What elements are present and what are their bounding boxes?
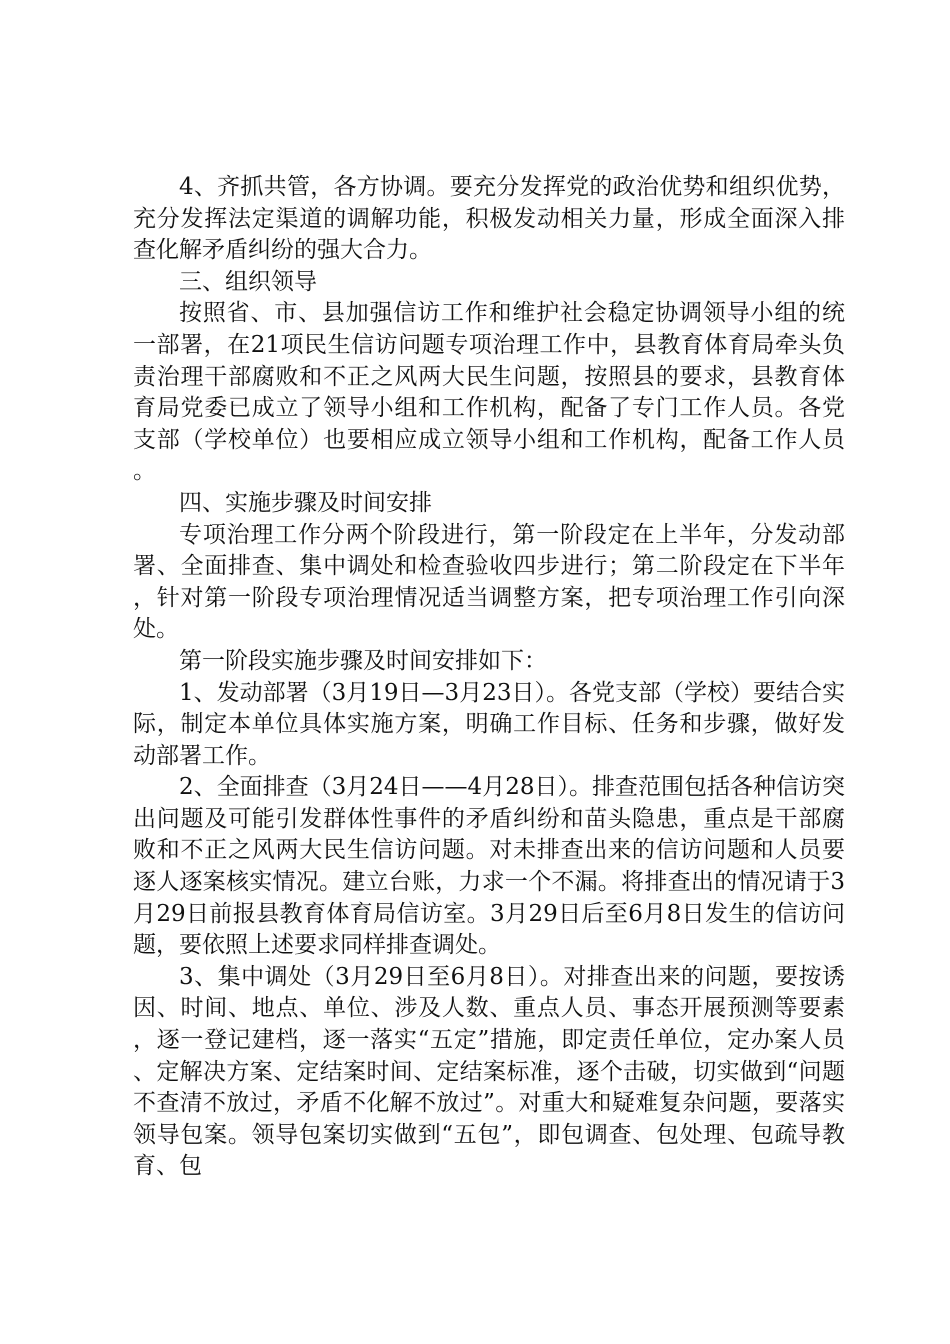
paragraph-stage-one-intro: 第一阶段实施步骤及时间安排如下： [179,647,547,674]
paragraph-two-stages: 专项治理工作分两个阶段进行，第一阶段定在上半年，分发动部署、全面排查、集中调处和检查验收四步进行；第二阶段定在下半年，针对第一阶段专项治理情况适当调整方案，把专项治理工作引向深处。 [133,521,845,643]
section-heading-steps: 四、实施步骤及时间安排 [179,489,432,516]
document-body [133,172,845,1183]
paragraph-coordination: 4、齐抓共管，各方协调。要充分发挥党的政治优势和组织优势，充分发挥法定渠道的调解功能，积极发动相关力量，形成全面深入排查化解矛盾纠纷的强大合力。 [133,174,845,264]
paragraph-step-mobilize: 1、发动部署（3月19日—3月23日）。各党支部（学校）要结合实际，制定本单位具体实施方案，明确工作目标、任务和步骤，做好发动部署工作。 [133,679,845,769]
paragraph-organization: 按照省、市、县加强信访工作和维护社会稳定协调领导小组的统一部署，在21项民生信访问题专项治理工作中，县教育体育局牵头负责治理干部腐败和不正之风两大民生问题，按照县的要求，县教育体育局党委已成立了领导小组和工作机构，配备了专门工作人员。各党支部（学校单位）也要相应成立领导小组和工作机构，配备工作人员。 [133,300,845,485]
section-heading-organization: 三、组织领导 [179,268,317,295]
paragraph-step-investigate: 2、全面排查（3月24日——4月28日）。排查范围包括各种信访突出问题及可能引发群体性事件的矛盾纠纷和苗头隐患，重点是干部腐败和不正之风两大民生信访问题。对未排查出来的信访问题和人员要逐人逐案核实情况。建立台账，力求一个不漏。将排查出的情况请于3月29日前报县教育体育局信访室。3月29日后至6月8日发生的信访问题，要依照上述要求同样排查调处。 [133,774,845,959]
paragraph-step-mediate: 3、集中调处（3月29日至6月8日）。对排查出来的问题，要按诱因、时间、地点、单位、涉及人数、重点人员、事态开展预测等要素，逐一登记建档，逐一落实“五定”措施，即定责任单位，定办案人员、定解决方案、定结案时间、定结案标准，逐个击破，切实做到“问题不查清不放过，矛盾不化解不放过”。对重大和疑难复杂问题，要落实领导包案。领导包案切实做到“五包”，即包调查、包处理、包疏导教育、包 [133,963,845,1180]
